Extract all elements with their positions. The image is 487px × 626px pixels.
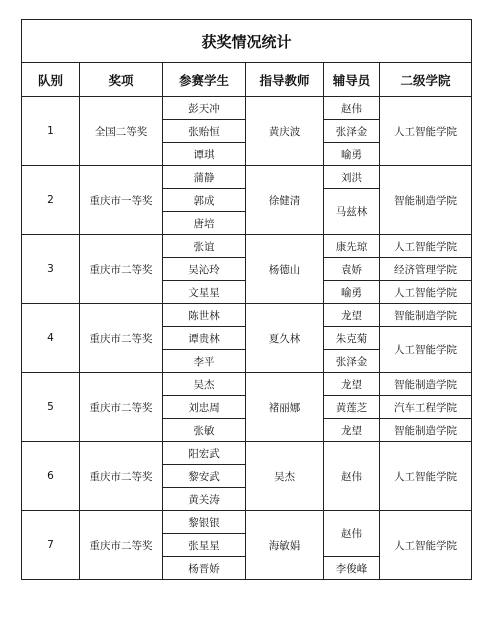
counselor-name: 袁娇	[324, 258, 380, 281]
advisor-teacher: 海敏娟	[246, 511, 324, 580]
counselor-name: 康先琼	[324, 235, 380, 258]
header-college: 二级学院	[380, 63, 472, 97]
college-name: 经济管理学院	[380, 258, 472, 281]
award-level: 重庆市二等奖	[80, 442, 163, 511]
college-name: 人工智能学院	[380, 235, 472, 258]
counselor-name: 黄莲芝	[324, 396, 380, 419]
advisor-teacher: 杨德山	[246, 235, 324, 304]
table-title: 获奖情况统计	[22, 20, 472, 63]
award-level: 重庆市二等奖	[80, 235, 163, 304]
student-name: 张星星	[163, 534, 246, 557]
student-name: 文星星	[163, 281, 246, 304]
header-team: 队别	[22, 63, 80, 97]
award-level: 重庆市二等奖	[80, 511, 163, 580]
student-name: 谭琪	[163, 143, 246, 166]
student-name: 刘忠周	[163, 396, 246, 419]
counselor-name: 龙望	[324, 304, 380, 327]
counselor-name: 张泽金	[324, 120, 380, 143]
student-name: 阳宏武	[163, 442, 246, 465]
counselor-name: 张泽金	[324, 350, 380, 373]
college-name: 智能制造学院	[380, 419, 472, 442]
advisor-teacher: 黄庆波	[246, 97, 324, 166]
header-students: 参赛学生	[163, 63, 246, 97]
student-name: 杨晋娇	[163, 557, 246, 580]
advisor-teacher: 夏久林	[246, 304, 324, 373]
award-level: 重庆市二等奖	[80, 304, 163, 373]
student-name: 黎安武	[163, 465, 246, 488]
college-name: 智能制造学院	[380, 166, 472, 235]
counselor-name: 龙望	[324, 419, 380, 442]
counselor-name: 喻勇	[324, 143, 380, 166]
counselor-name: 喻勇	[324, 281, 380, 304]
student-name: 谭贵林	[163, 327, 246, 350]
college-name: 人工智能学院	[380, 442, 472, 511]
counselor-name: 赵伟	[324, 97, 380, 120]
header-counselor: 辅导员	[324, 63, 380, 97]
college-name: 人工智能学院	[380, 327, 472, 373]
student-name: 陈世林	[163, 304, 246, 327]
college-name: 人工智能学院	[380, 281, 472, 304]
student-name: 郭成	[163, 189, 246, 212]
college-name: 人工智能学院	[380, 511, 472, 580]
team-number: 1	[22, 97, 80, 166]
header-award: 奖项	[80, 63, 163, 97]
student-name: 张贻恒	[163, 120, 246, 143]
student-name: 张敏	[163, 419, 246, 442]
student-name: 蒲静	[163, 166, 246, 189]
advisor-teacher: 褚丽娜	[246, 373, 324, 442]
counselor-name: 刘洪	[324, 166, 380, 189]
student-name: 彭天冲	[163, 97, 246, 120]
advisor-teacher: 徐健清	[246, 166, 324, 235]
student-name: 黎银银	[163, 511, 246, 534]
counselor-name: 龙望	[324, 373, 380, 396]
team-number: 4	[22, 304, 80, 373]
student-name: 张谊	[163, 235, 246, 258]
counselor-name: 马兹林	[324, 189, 380, 235]
student-name: 吴杰	[163, 373, 246, 396]
counselor-name: 朱克菊	[324, 327, 380, 350]
team-number: 6	[22, 442, 80, 511]
award-level: 全国二等奖	[80, 97, 163, 166]
student-name: 吴沁玲	[163, 258, 246, 281]
award-level: 重庆市一等奖	[80, 166, 163, 235]
counselor-name: 赵伟	[324, 511, 380, 557]
student-name: 黄关涛	[163, 488, 246, 511]
student-name: 李平	[163, 350, 246, 373]
team-number: 5	[22, 373, 80, 442]
college-name: 人工智能学院	[380, 97, 472, 166]
award-statistics-table	[21, 19, 472, 580]
college-name: 汽车工程学院	[380, 396, 472, 419]
award-level: 重庆市二等奖	[80, 373, 163, 442]
counselor-name: 赵伟	[324, 442, 380, 511]
team-number: 2	[22, 166, 80, 235]
team-number: 7	[22, 511, 80, 580]
advisor-teacher: 吴杰	[246, 442, 324, 511]
college-name: 智能制造学院	[380, 373, 472, 396]
team-number: 3	[22, 235, 80, 304]
student-name: 唐培	[163, 212, 246, 235]
college-name: 智能制造学院	[380, 304, 472, 327]
counselor-name: 李俊峰	[324, 557, 380, 580]
header-teacher: 指导教师	[246, 63, 324, 97]
